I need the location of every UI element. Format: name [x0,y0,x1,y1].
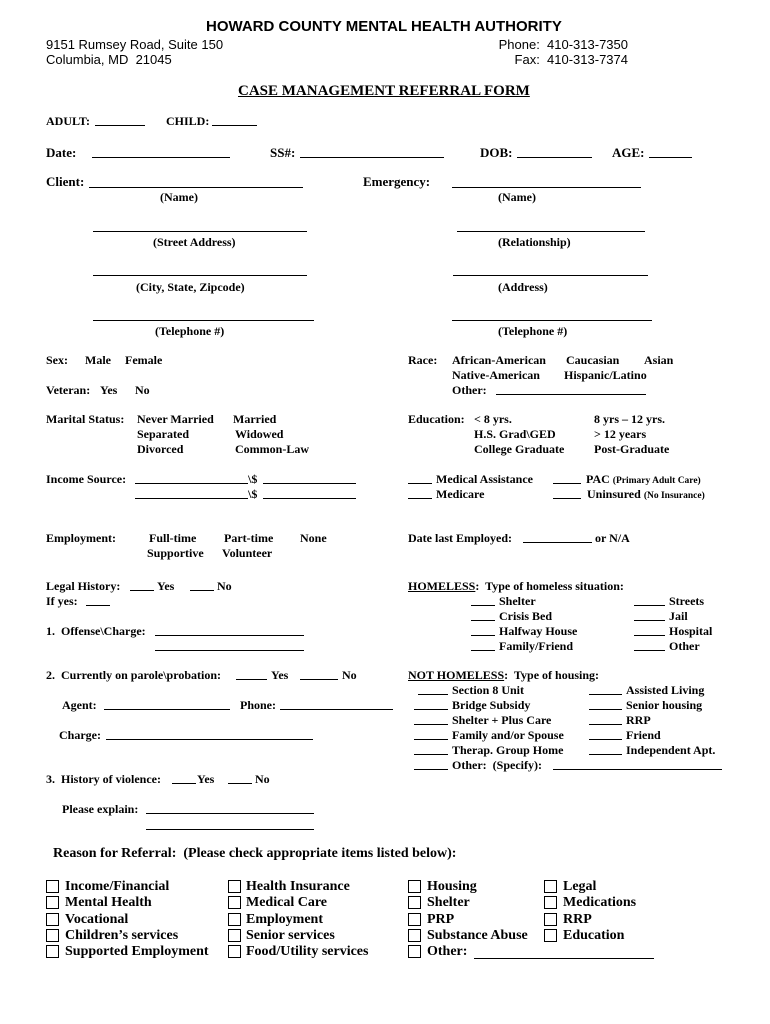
homeless-option: Hospital [669,624,713,638]
education-option[interactable]: College Graduate [474,442,565,456]
referral-option: Medications [563,895,637,910]
referral-option: Medical Care [246,895,327,910]
referral-checkbox[interactable] [544,896,557,909]
homeless-option: Crisis Bed [499,609,553,623]
adult-label: ADULT: [46,114,91,128]
employment-label: Employment: [46,531,116,545]
marital-option[interactable]: Divorced [137,442,184,456]
client-name-caption: (Name) [160,190,198,204]
violence-no-field[interactable] [228,783,252,784]
employment-option[interactable]: None [300,531,327,545]
age-field[interactable] [649,157,692,158]
if-yes-label: If yes: [46,594,78,608]
veteran-no-option[interactable]: No [135,383,150,397]
housing-field[interactable] [418,694,448,695]
agent-phone-label: Phone: [240,698,276,712]
marital-option[interactable]: Separated [137,427,189,441]
homeless-field[interactable] [471,635,495,636]
income-amount-field-1[interactable] [263,483,356,484]
agent-label: Agent: [62,698,97,712]
child-label: CHILD: [166,114,210,128]
form-title: CASE MANAGEMENT REFERRAL FORM [238,83,530,99]
age-label: AGE: [612,145,645,160]
org-address-line1: 9151 Rumsey Road, Suite 150 [46,37,224,52]
employment-option[interactable]: Full-time [149,531,197,545]
referral-option: Legal [563,879,597,894]
referral-option: Substance Abuse [427,928,528,943]
org-phone: Phone: 410-313-7350 [498,37,628,52]
employment-option[interactable]: Part-time [224,531,274,545]
date-last-employed-field[interactable] [523,542,592,543]
violence-no-label: No [255,772,270,786]
referral-heading: Reason for Referral: (Please check appropriate items listed below): [53,846,457,861]
housing-option: Friend [626,728,661,742]
sex-male-option[interactable]: Male [85,353,111,367]
dob-label: DOB: [480,145,513,160]
parole-yes-label: Yes [271,668,289,682]
housing-option: Shelter + Plus Care [452,713,552,727]
homeless-field[interactable] [471,650,495,651]
referral-option: Education [563,928,625,943]
marital-option[interactable]: Married [233,412,277,426]
referral-other-label: Other: [427,944,468,959]
homeless-field[interactable] [471,605,495,606]
race-option[interactable]: Caucasian [566,353,620,367]
client-street-field[interactable] [93,231,307,232]
housing-option: Bridge Subsidy [452,698,531,712]
housing-field[interactable] [589,694,622,695]
marital-option[interactable]: Never Married [137,412,214,426]
veteran-label: Veteran: [46,383,91,397]
charge-field[interactable] [106,739,313,740]
referral-option: Housing [427,879,477,894]
referral-checkbox[interactable] [228,896,241,909]
referral-option: Children’s services [65,928,179,943]
parole-label: 2. Currently on parole\probation: [46,668,222,682]
referral-option: Health Insurance [246,879,350,894]
housing-field[interactable] [414,754,448,755]
dollar-sign: \$ [248,487,258,501]
housing-field[interactable] [414,724,448,725]
homeless-option: Family/Friend [499,639,573,653]
marital-option[interactable]: Common-Law [235,442,309,456]
housing-option: Senior housing [626,698,703,712]
homeless-option: Streets [669,594,705,608]
homeless-option: Other [669,639,700,653]
marital-option[interactable]: Widowed [235,427,284,441]
homeless-option: Shelter [499,594,536,608]
income-amount-field-2[interactable] [263,498,356,499]
emergency-name-field[interactable] [452,187,641,188]
housing-option: Assisted Living [626,683,705,697]
referral-checkbox[interactable] [544,880,557,893]
referral-option: Senior services [246,928,335,943]
housing-field[interactable] [589,709,622,710]
housing-option: Independent Apt. [626,743,716,757]
education-option[interactable]: < 8 yrs. [474,412,512,426]
housing-field[interactable] [589,739,622,740]
referral-option: Employment [246,912,323,927]
org-address-line2: Columbia, MD 21045 [46,52,172,67]
charge-label: Charge: [59,728,101,742]
homeless-field[interactable] [634,620,665,621]
race-option[interactable]: Hispanic/Latino [564,368,647,382]
race-label: Race: [408,353,438,367]
if-yes-field[interactable] [86,605,110,606]
date-field[interactable] [92,157,230,158]
referral-checkbox[interactable] [408,913,421,926]
referral-option: Vocational [65,912,129,927]
client-city-field[interactable] [93,275,307,276]
sex-female-option[interactable]: Female [125,353,163,367]
referral-checkbox[interactable] [228,945,241,958]
race-option[interactable]: African-American [452,353,546,367]
education-label: Education: [408,412,465,426]
referral-option: Supported Employment [65,944,209,959]
emergency-address-caption: (Address) [498,280,548,294]
adult-field[interactable] [95,125,145,126]
employment-option[interactable]: Supportive [147,546,204,560]
medical-assistance-field[interactable] [408,483,432,484]
child-field[interactable] [212,125,257,126]
employment-option[interactable]: Volunteer [222,546,273,560]
homeless-field[interactable] [634,650,665,651]
parole-yes-field[interactable] [236,679,267,680]
housing-field[interactable] [414,739,448,740]
homeless-option: Jail [669,609,688,623]
client-city-caption: (City, State, Zipcode) [136,280,245,294]
legal-history-label: Legal History: [46,579,121,593]
referral-checkbox[interactable] [228,880,241,893]
emergency-relationship-caption: (Relationship) [498,235,571,249]
pac-field[interactable] [553,483,581,484]
marital-label: Marital Status: [46,412,125,426]
legal-no-label: No [217,579,232,593]
client-street-caption: (Street Address) [153,235,236,249]
or-na-label: or N/A [595,531,630,545]
emergency-telephone-field[interactable] [452,320,652,321]
housing-option: Therap. Group Home [452,743,564,757]
offense-label: 1. Offense\Charge: [46,624,146,638]
education-option[interactable]: > 12 years [594,427,647,441]
explain-field-2[interactable] [146,829,314,830]
income-source-field-1[interactable] [135,483,248,484]
referral-checkbox[interactable] [408,896,421,909]
agent-phone-field[interactable] [280,709,393,710]
homeless-option: Halfway House [499,624,578,638]
referral-option: PRP [427,912,455,927]
medicare-field[interactable] [408,498,432,499]
referral-checkbox[interactable] [228,913,241,926]
income-source-field-2[interactable] [135,498,248,499]
education-option[interactable]: 8 yrs – 12 yrs. [594,412,665,426]
referral-option: RRP [563,912,592,927]
referral-other-field[interactable] [474,958,654,959]
veteran-yes-option[interactable]: Yes [100,383,118,397]
explain-field-1[interactable] [146,813,314,814]
referral-option: Food/Utility services [246,944,369,959]
referral-checkbox[interactable] [46,896,59,909]
client-telephone-field[interactable] [93,320,314,321]
explain-label: Please explain: [62,802,139,816]
not-homeless-heading: NOT HOMELESS: Type of housing: [408,668,600,682]
client-telephone-caption: (Telephone #) [155,324,225,338]
referral-checkbox[interactable] [544,913,557,926]
referral-checkbox[interactable] [228,929,241,942]
referral-option: Shelter [427,895,470,910]
ss-field[interactable] [300,157,444,158]
violence-yes-label: Yes [197,772,215,786]
referral-checkbox[interactable] [46,929,59,942]
homeless-field[interactable] [634,635,665,636]
referral-option: Income/Financial [65,879,170,894]
dob-field[interactable] [517,157,592,158]
referral-checkbox[interactable] [46,913,59,926]
referral-checkbox[interactable] [46,880,59,893]
sex-label: Sex: [46,353,68,367]
emergency-name-caption: (Name) [498,190,536,204]
referral-checkbox[interactable] [408,929,421,942]
ss-label: SS#: [270,145,296,160]
parole-no-label: No [342,668,357,682]
client-label: Client: [46,174,85,189]
violence-yes-field[interactable] [172,783,196,784]
emergency-label: Emergency: [363,174,431,189]
dollar-sign: \$ [248,472,258,486]
org-name: HOWARD COUNTY MENTAL HEALTH AUTHORITY [206,18,562,35]
uninsured-field[interactable] [553,498,581,499]
uninsured-label: Uninsured (No Insurance) [587,487,705,501]
pac-label: PAC (Primary Adult Care) [586,472,701,486]
referral-checkbox[interactable] [544,929,557,942]
housing-field[interactable] [589,724,622,725]
housing-option: RRP [626,713,651,727]
legal-yes-field[interactable] [130,590,154,591]
emergency-telephone-caption: (Telephone #) [498,324,568,338]
emergency-relationship-field[interactable] [457,231,645,232]
housing-option: Family and/or Spouse [452,728,564,742]
homeless-heading: HOMELESS: Type of homeless situation: [408,579,624,593]
legal-no-field[interactable] [190,590,214,591]
referral-option: Mental Health [65,895,152,910]
homeless-field[interactable] [471,620,495,621]
housing-field[interactable] [414,769,448,770]
emergency-address-field[interactable] [453,275,648,276]
agent-field[interactable] [104,709,230,710]
race-other-field[interactable] [496,394,646,395]
date-label: Date: [46,145,77,160]
housing-option: Section 8 Unit [452,683,524,697]
referral-checkbox[interactable] [408,945,421,958]
referral-checkbox[interactable] [408,880,421,893]
org-fax: Fax: 410-313-7374 [514,52,628,67]
race-other-label: Other: [452,383,487,397]
race-option[interactable]: Native-American [452,368,540,382]
legal-yes-label: Yes [157,579,175,593]
medicare-label: Medicare [436,487,485,501]
housing-field[interactable] [589,754,622,755]
housing-other-field[interactable] [553,769,722,770]
violence-label: 3. History of violence: [46,772,161,786]
parole-no-field[interactable] [300,679,338,680]
race-option[interactable]: Asian [644,353,674,367]
education-option[interactable]: H.S. Grad\GED [474,427,556,441]
referral-checkbox[interactable] [46,945,59,958]
housing-other-label: Other: (Specify): [452,758,542,772]
date-last-employed-label: Date last Employed: [408,531,512,545]
income-label: Income Source: [46,472,127,486]
education-option[interactable]: Post-Graduate [594,442,670,456]
homeless-field[interactable] [634,605,665,606]
medical-assistance-label: Medical Assistance [436,472,533,486]
offense-field-2[interactable] [155,650,304,651]
housing-field[interactable] [414,709,448,710]
client-name-field[interactable] [89,187,303,188]
offense-field-1[interactable] [155,635,304,636]
